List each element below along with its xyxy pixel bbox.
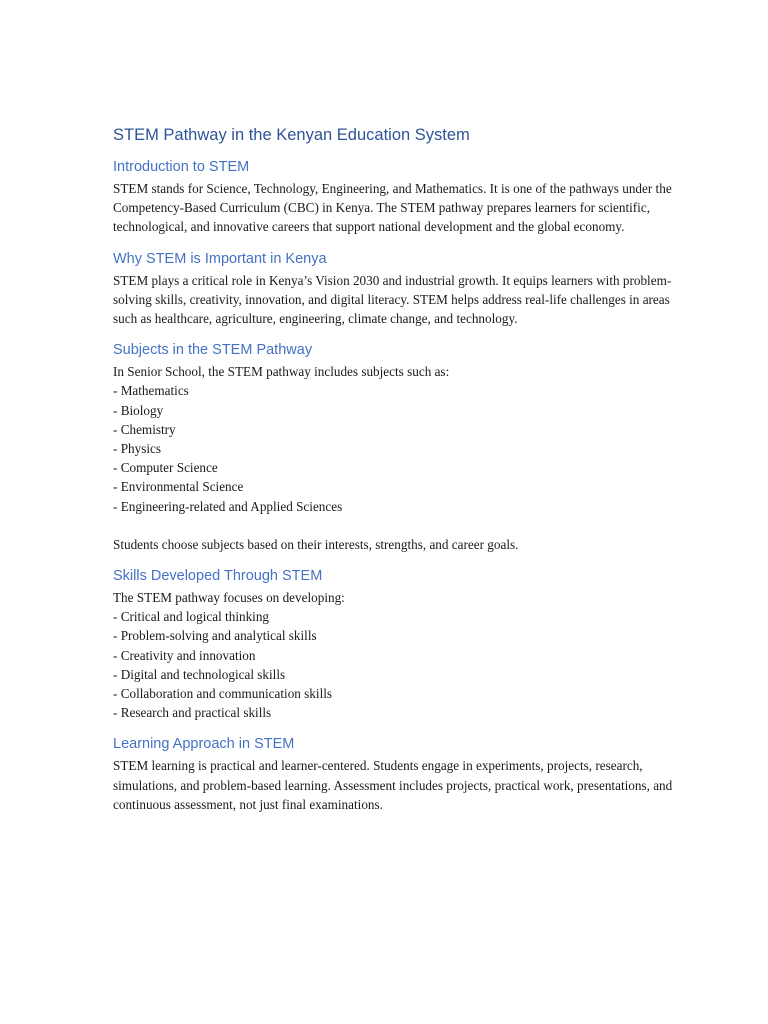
section-skills bbox=[113, 567, 673, 722]
section-closing: Students choose subjects based on their interests, strengths, and career goals. bbox=[113, 536, 519, 552]
paragraph-spacer bbox=[113, 516, 673, 535]
list-intro: The STEM pathway focuses on developing: bbox=[113, 590, 345, 606]
list-item: - Computer Science bbox=[113, 460, 218, 476]
section-paragraph: STEM stands for Science, Technology, Engineering, and Mathematics. It is one of the pathways under the Competency-Based Curriculum (CBC) in Kenya. The STEM pathway prepares learners for scientific, technological, and innovative careers that support national development and the global economy. bbox=[113, 181, 672, 235]
section-heading: Learning Approach in STEM bbox=[113, 736, 295, 753]
section-paragraph: STEM learning is practical and learner-centered. Students engage in experiments, projects, research, simulations, and problem-based learning. Assessment includes projects, practical work, presentations, and continuous assessment, not just final examinations. bbox=[113, 758, 673, 812]
list-item: - Biology bbox=[113, 402, 164, 418]
section-paragraph: STEM plays a critical role in Kenya’s Vision 2030 and industrial growth. It equips learners with problem-solving skills, creativity, innovation, and digital literacy. STEM helps address real-life challenges in areas such as healthcare, agriculture, engineering, climate change, and technology. bbox=[113, 272, 672, 327]
list-item: - Digital and technological skills bbox=[113, 666, 286, 682]
list-item: - Research and practical skills bbox=[113, 705, 272, 721]
section-heading: Why STEM is Important in Kenya bbox=[113, 250, 327, 267]
section-heading: Skills Developed Through STEM bbox=[113, 568, 323, 585]
section-learning-approach bbox=[113, 735, 673, 814]
list-item: - Mathematics bbox=[113, 383, 189, 399]
list-item: - Critical and logical thinking bbox=[113, 609, 270, 625]
list-item: - Creativity and innovation bbox=[113, 647, 256, 663]
list-item: - Physics bbox=[113, 441, 161, 457]
list-item: - Engineering-related and Applied Sciences bbox=[113, 498, 343, 514]
list-intro: In Senior School, the STEM pathway includes subjects such as: bbox=[113, 364, 450, 380]
section-subjects bbox=[113, 341, 673, 554]
section-importance bbox=[113, 250, 673, 329]
list-item: - Chemistry bbox=[113, 421, 176, 437]
skills-list bbox=[113, 607, 673, 722]
subjects-list bbox=[113, 381, 673, 515]
document-title: STEM Pathway in the Kenyan Education System bbox=[113, 126, 470, 144]
list-item: - Collaboration and communication skills bbox=[113, 686, 333, 702]
section-introduction bbox=[113, 158, 673, 237]
section-heading: Introduction to STEM bbox=[113, 159, 250, 175]
section-heading: Subjects in the STEM Pathway bbox=[113, 342, 313, 359]
document-page bbox=[113, 125, 673, 827]
list-item: - Problem-solving and analytical skills bbox=[113, 628, 317, 644]
list-item: - Environmental Science bbox=[113, 479, 244, 495]
